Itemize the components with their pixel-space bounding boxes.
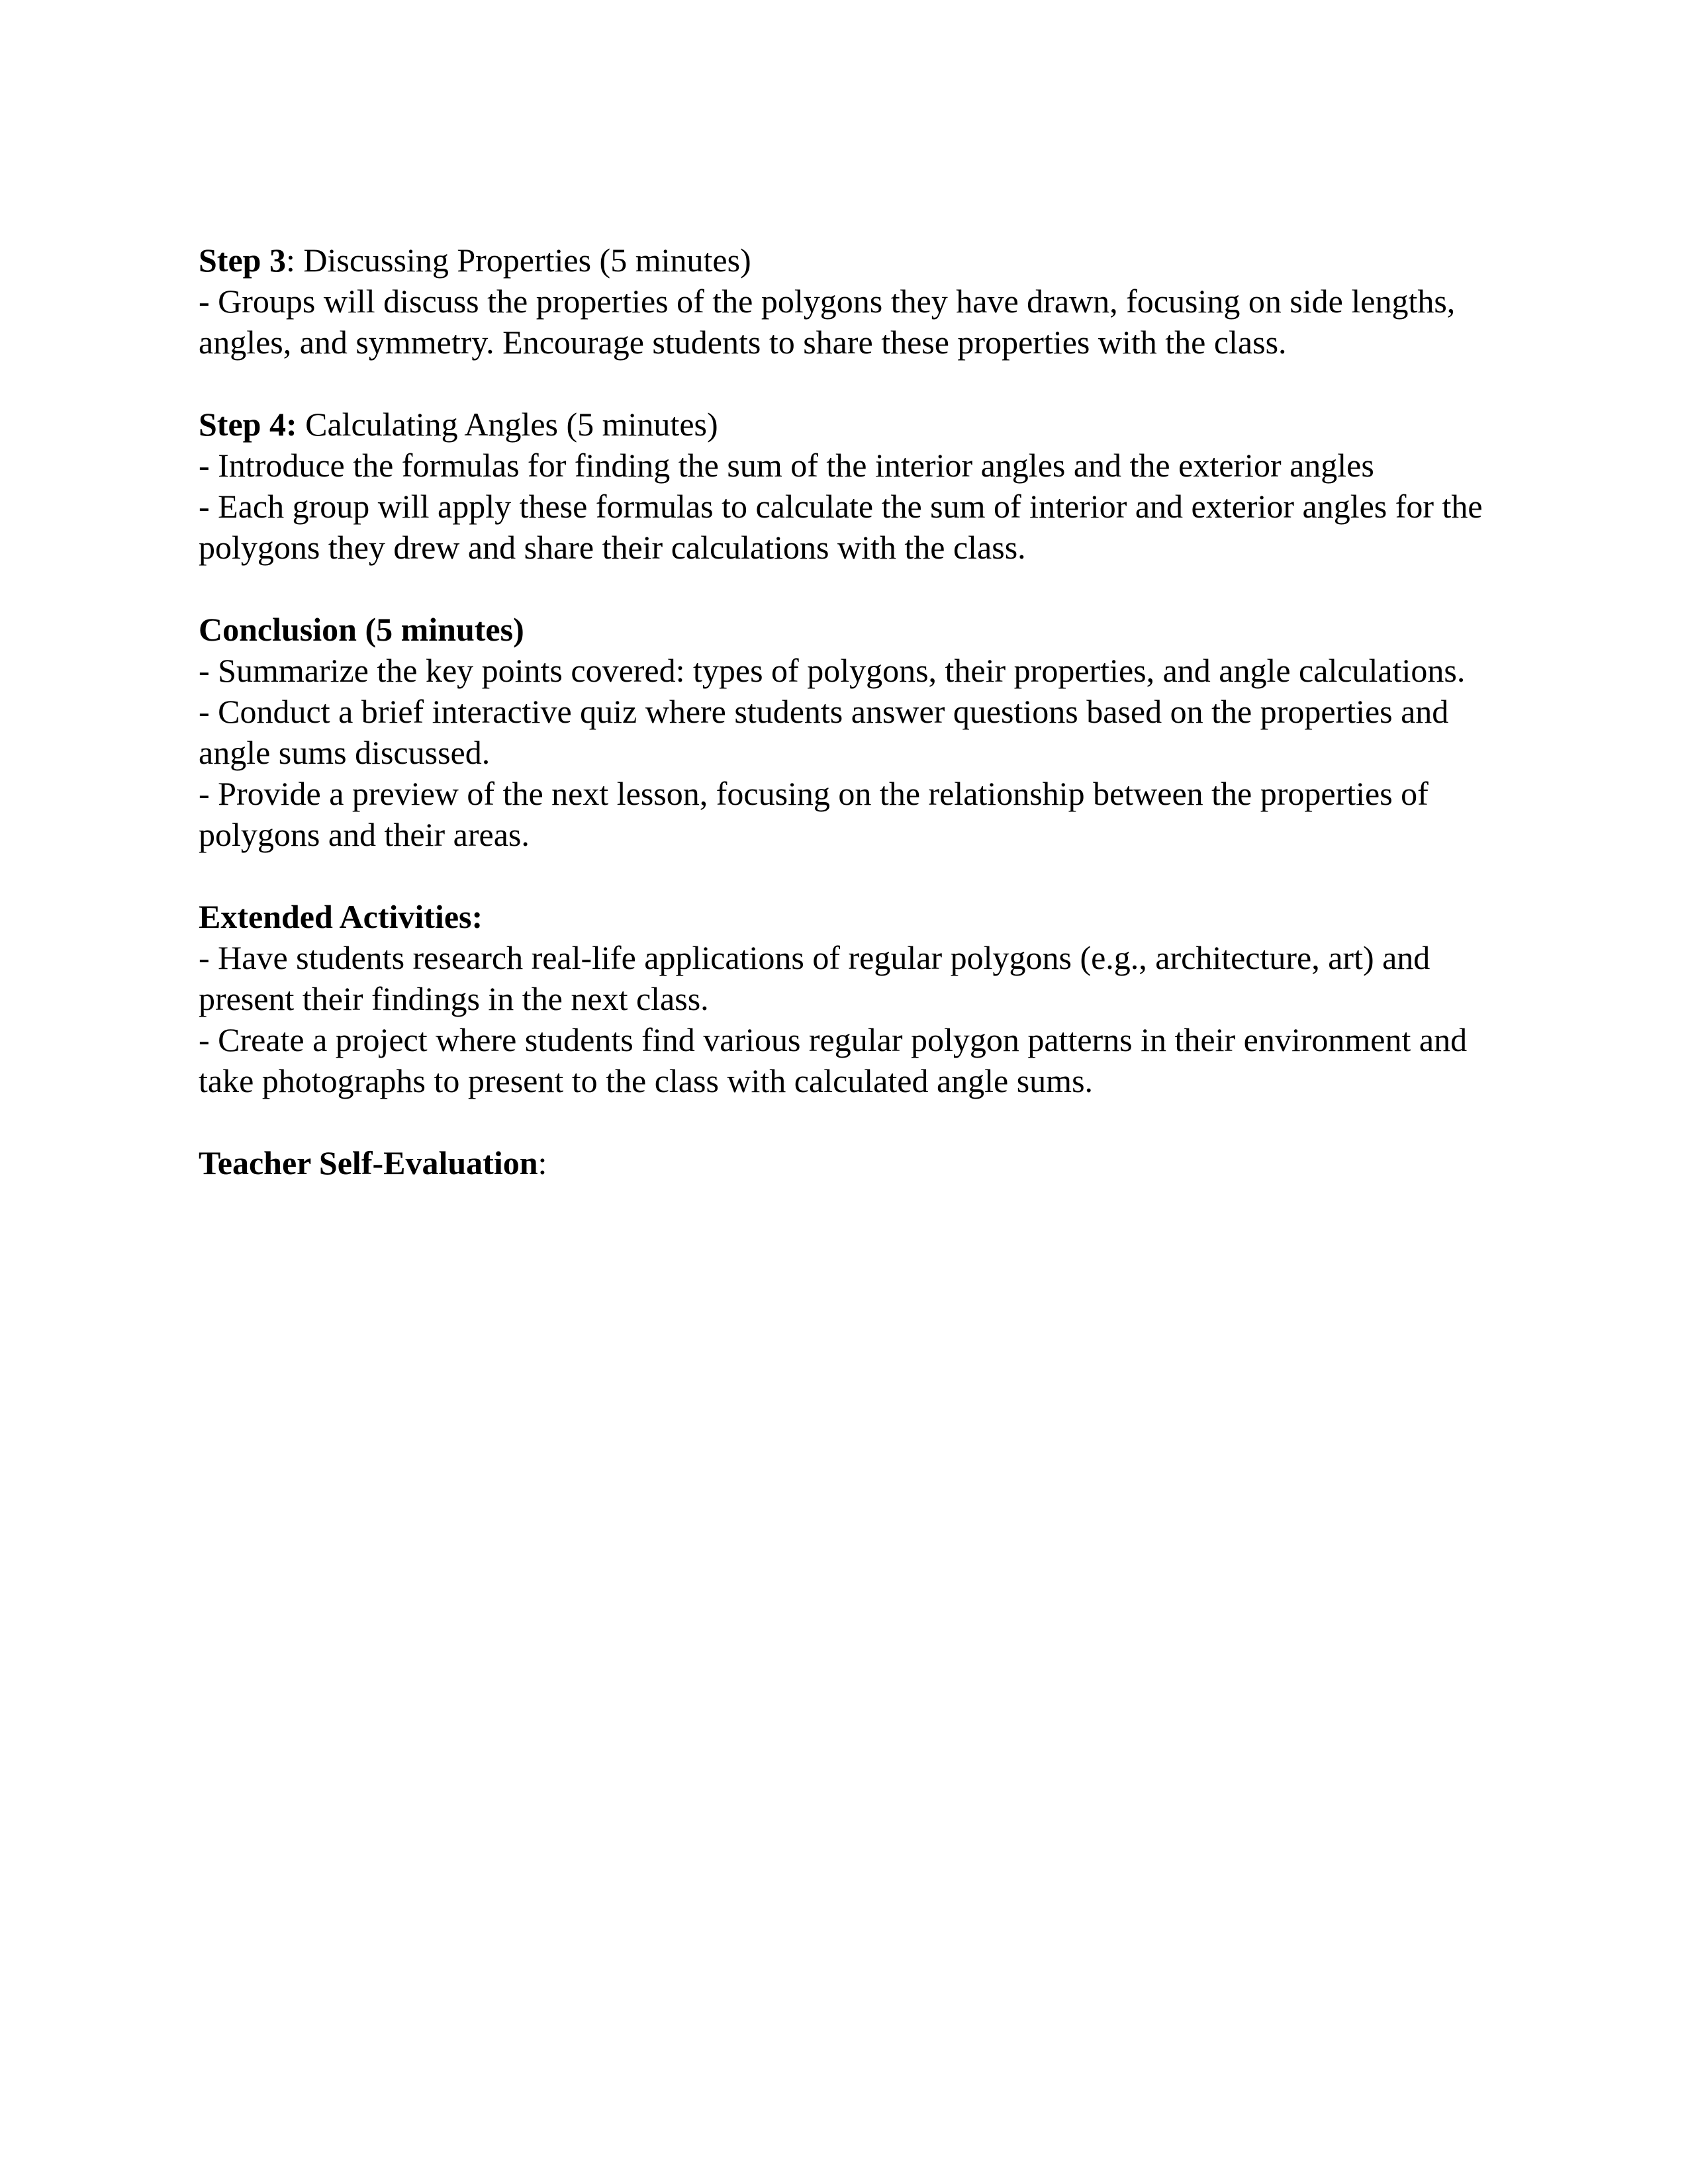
paragraph: - Introduce the formulas for finding the sum of the interior angles and the exterior angles [199,447,1374,484]
paragraph: - Summarize the key points covered: types of polygons, their properties, and angle calculations. [199,652,1466,689]
heading-regular-text: Calculating Angles (5 minutes) [297,406,718,443]
heading-regular-text: : Discussing Properties (5 minutes) [285,242,751,279]
heading-bold-text: Extended Activities: [199,898,483,935]
paragraph: - Provide a preview of the next lesson, focusing on the relationship between the properties of polygons and their areas. [199,775,1429,853]
section-teacher-self-evaluation [199,1142,1489,1183]
section-heading-conclusion [199,609,1489,650]
heading-bold-text: Step 4: [199,406,297,443]
paragraph: - Have students research real-life applications of regular polygons (e.g., architecture, art) and present their findings in the next class. [199,939,1430,1017]
section-heading-teacher-self-evaluation [199,1142,1489,1183]
paragraph: - Conduct a brief interactive quiz where students answer questions based on the properties and angle sums discussed. [199,693,1449,771]
heading-bold-text: Teacher Self-Evaluation [199,1144,538,1181]
section-step-3 [199,240,1489,363]
heading-regular-text: : [538,1144,547,1181]
paragraph: - Each group will apply these formulas to calculate the sum of interior and exterior angles for the polygons they drew and share their calculations with the class. [199,488,1483,566]
heading-bold-text: Step 3 [199,242,286,279]
heading-bold-text: Conclusion (5 minutes) [199,611,524,648]
section-heading-step-4 [199,404,1489,445]
section-heading-step-3 [199,240,1489,281]
section-extended-activities [199,896,1489,1101]
paragraph: - Create a project where students find various regular polygon patterns in their environment and take photographs to present to the class with calculated angle sums. [199,1021,1468,1099]
section-conclusion [199,609,1489,855]
section-heading-extended-activities [199,896,1489,937]
paragraph: - Groups will discuss the properties of the polygons they have drawn, focusing on side lengths, angles, and symmetry. Encourage students to share these properties with the class. [199,283,1456,361]
section-step-4 [199,404,1489,568]
